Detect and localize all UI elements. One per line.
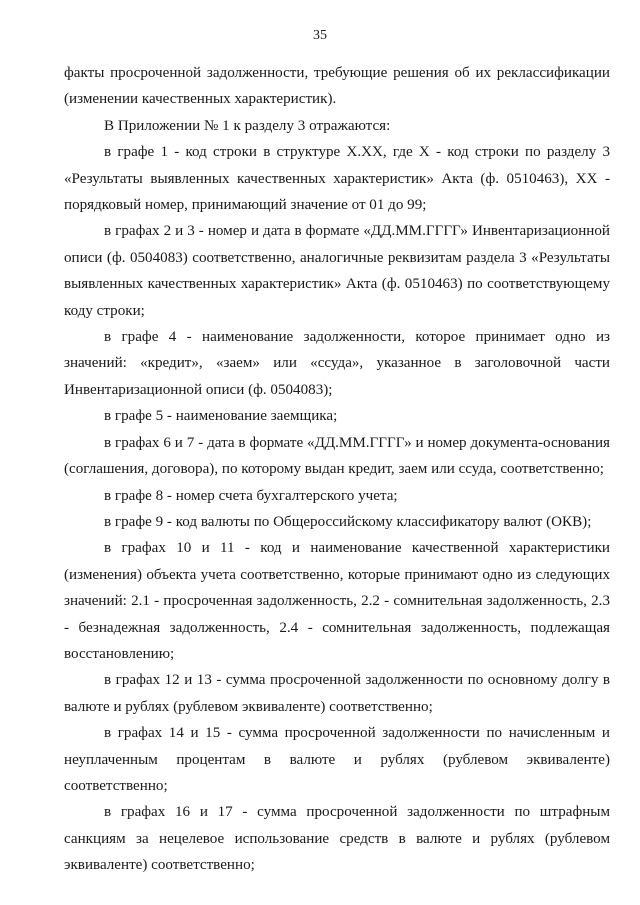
paragraph: факты просроченной задолженности, требующие решения об их реклассификации (изменении качественных характеристик). <box>64 65 610 108</box>
paragraph: в графе 8 - номер счета бухгалтерского учета; <box>104 487 398 504</box>
paragraph: в графах 14 и 15 - сумма просроченной задолженности по начисленным и неуплаченным процентам в валюте и рублях (рублевом эквиваленте) соответственно; <box>64 725 610 794</box>
paragraph: в графах 12 и 13 - сумма просроченной задолженности по основному долгу в валюте и рублях (рублевом эквиваленте) соответственно; <box>64 672 610 715</box>
paragraph: в графе 5 - наименование заемщика; <box>104 408 338 425</box>
paragraph: в графе 1 - код строки в структуре Х.ХХ, где Х - код строки по разделу 3 «Результаты выявленных качественных характеристик» Акта (ф. 0510463), ХХ - порядковый номер, принимающий значение от 01 до 99; <box>64 144 610 214</box>
paragraph: в графах 10 и 11 - код и наименование качественной характеристики (изменения) объекта учета соответственно, которые принимают одно из следующих значений: 2.1 - просроченная задолженность, 2.2 - сомнительная задолженность, 2.3 - безнадежная задолженность, 2.4 - сомнительная задолженность, подлежащая восстановлению; <box>64 540 610 662</box>
page-number: 35 <box>313 28 327 43</box>
paragraph: в графах 6 и 7 - дата в формате «ДД.ММ.ГГГГ» и номер документа-основания (соглашения, договора), по которому выдан кредит, заем или ссуда, соответственно; <box>64 434 610 478</box>
paragraph: В Приложении № 1 к разделу 3 отражаются: <box>104 117 391 134</box>
page-body <box>64 60 610 879</box>
paragraph: в графе 4 - наименование задолженности, которое принимает одно из значений: «кредит», «заем» или «ссуда», указанное в заголовочной части Инвентаризационной описи (ф. 0504083); <box>64 329 610 398</box>
paragraph: в графе 9 - код валюты по Общероссийскому классификатору валют (ОКВ); <box>104 513 592 530</box>
paragraph: в графах 2 и 3 - номер и дата в формате «ДД.ММ.ГГГГ» Инвентаризационной описи (ф. 0504083) соответственно, аналогичные реквизитам раздела 3 «Результаты выявленных качественных характеристик» Акта (ф. 0510463) по соответствующему коду строки; <box>64 223 610 319</box>
paragraph: в графах 16 и 17 - сумма просроченной задолженности по штрафным санкциям за нецелевое использование средств в валюте и рублях (рублевом эквиваленте) соответственно; <box>64 804 610 874</box>
